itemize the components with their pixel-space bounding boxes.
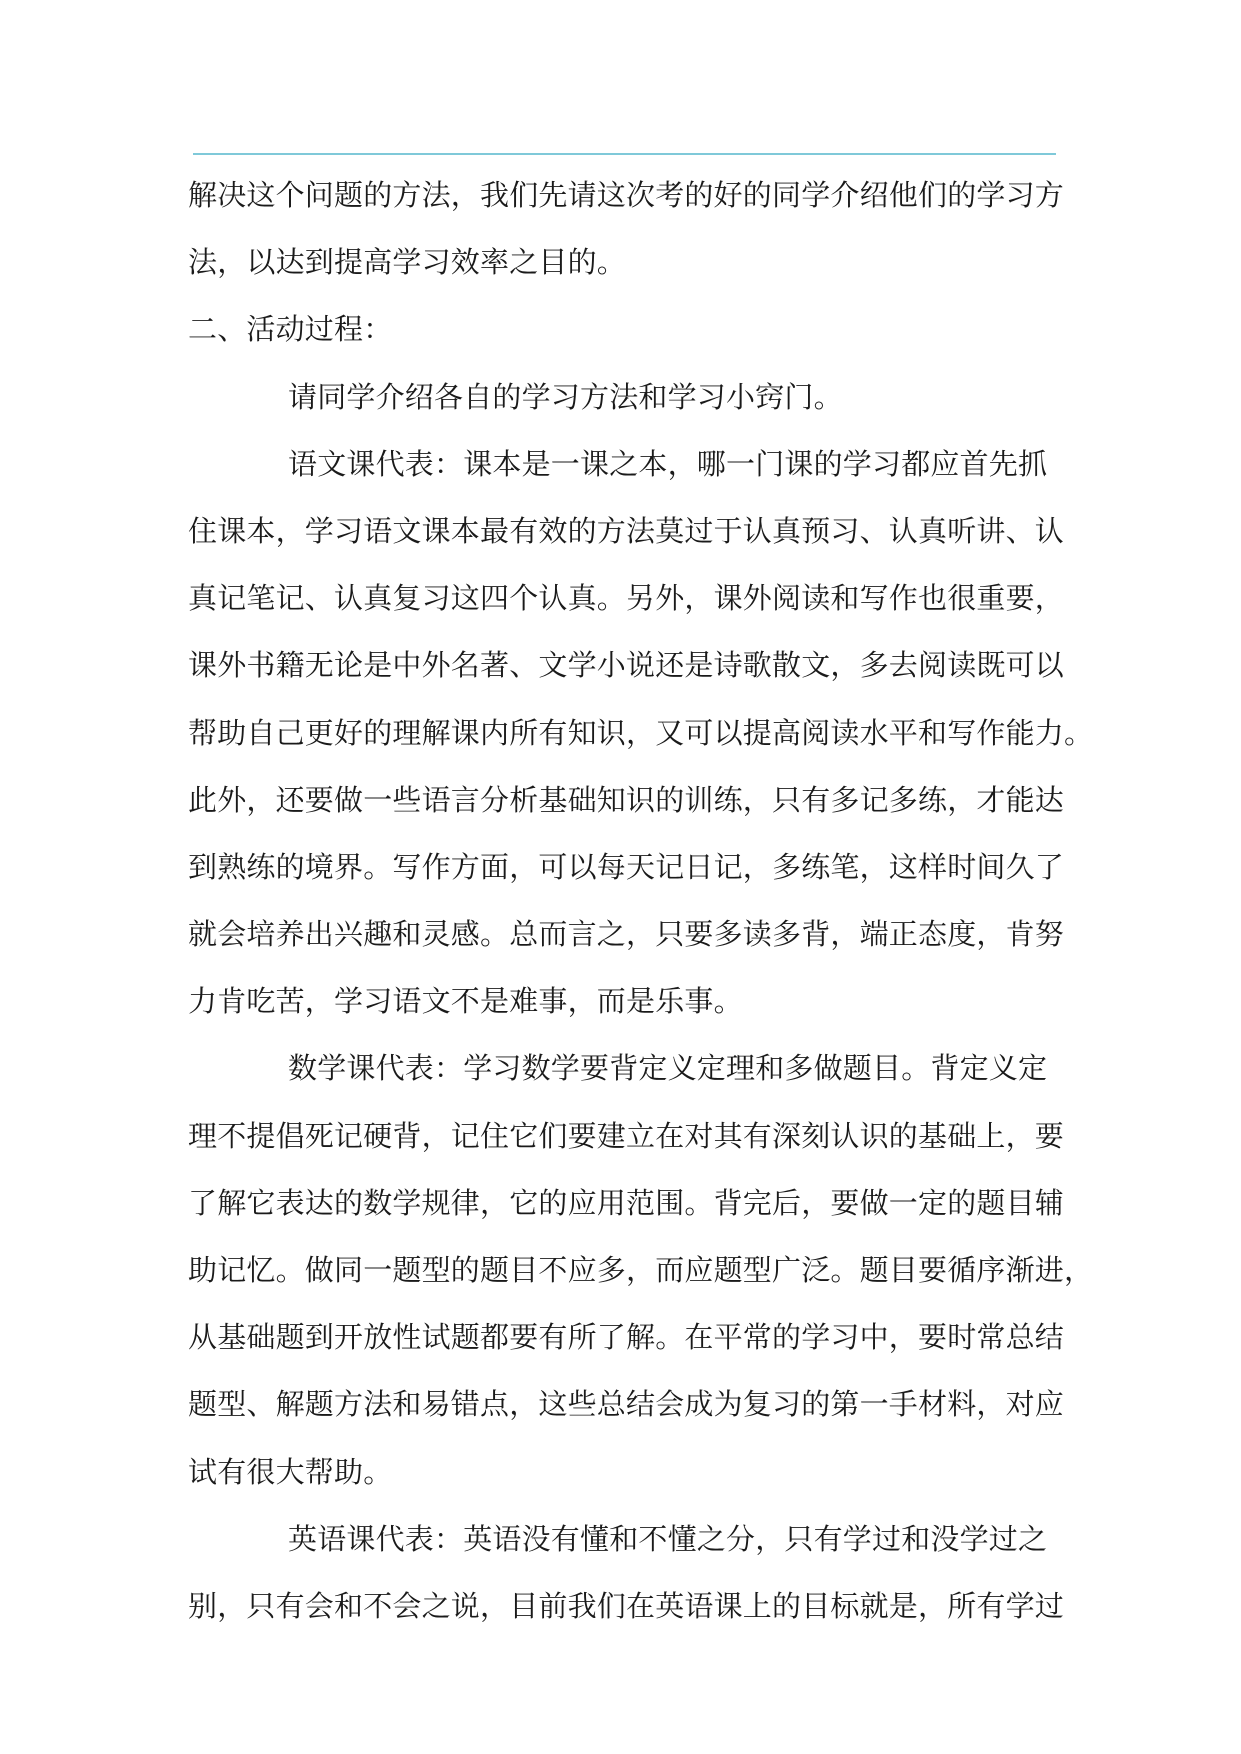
text-line: 请同学介绍各自的学习方法和学习小窍门。 [288,379,843,414]
text-line: 试有很大帮助。 [188,1454,393,1489]
text-line: 别，只有会和不会之说，目前我们在英语课上的目标就是，所有学过 [188,1588,1065,1623]
text-line: 解决这个问题的方法，我们先请这次考的好的同学介绍他们的学习方 [188,178,1065,212]
text-line: 就会培养出兴趣和灵感。总而言之，只要多读多背，端正态度，肯努 [188,917,1065,952]
text-line: 帮助自己更好的理解课内所有知识，又可以提高阅读水平和写作能力。 [188,715,1094,750]
text-line: 课外书籍无论是中外名著、文学小说还是诗歌散文，多去阅读既可以 [188,648,1065,683]
text-line: 数学课代表：学习数学要背定义定理和多做题目。背定义定 [288,1051,1048,1086]
text-line: 理不提倡死记硬背，记住它们要建立在对其有深刻认识的基础上，要 [188,1118,1065,1153]
text-line: 住课本，学习语文课本最有效的方法莫过于认真预习、认真听讲、认 [188,513,1065,548]
text-line: 英语课代表：英语没有懂和不懂之分，只有学过和没学过之 [288,1521,1048,1556]
text-line: 到熟练的境界。写作方面，可以每天记日记，多练笔，这样时间久了 [188,849,1065,884]
document-body [188,162,1094,1640]
text-line: 了解它表达的数学规律，它的应用范围。背完后，要做一定的题目辅 [188,1185,1065,1220]
text-line: 此外，还要做一些语言分析基础知识的训练，只有多记多练，才能达 [188,782,1065,817]
header-rule [193,153,1056,155]
text-line: 题型、解题方法和易错点，这些总结会成为复习的第一手材料，对应 [188,1387,1065,1422]
text-line: 法，以达到提高学习效率之目的。 [188,245,627,280]
text-line: 真记笔记、认真复习这四个认真。另外，课外阅读和写作也很重要， [188,581,1065,616]
text-line: 语文课代表：课本是一课之本，哪一门课的学习都应首先抓 [288,446,1048,481]
text-line: 力肯吃苦，学习语文不是难事，而是乐事。 [188,984,743,1019]
text-line: 从基础题到开放性试题都要有所了解。在平常的学习中，要时常总结 [188,1320,1065,1355]
text-line: 助记忆。做同一题型的题目不应多，而应题型广泛。题目要循序渐进， [188,1253,1094,1287]
text-line: 二、活动过程： [188,312,393,347]
